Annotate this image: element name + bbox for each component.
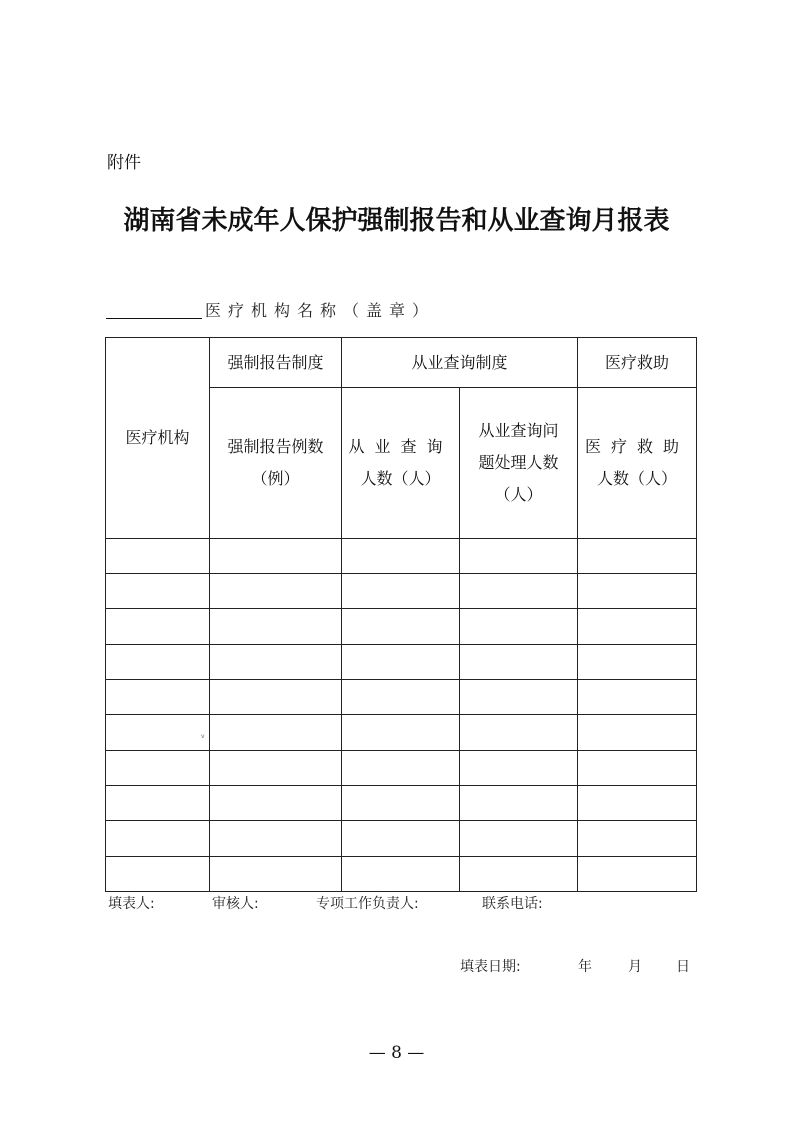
table-cell[interactable] xyxy=(210,538,342,573)
header-mandatory-report: 强制报告制度 xyxy=(210,338,342,388)
page-title: 湖南省未成年人保护强制报告和从业查询月报表 xyxy=(123,206,670,236)
org-name-label: 医疗机构名称（盖章） xyxy=(205,301,436,320)
table-cell[interactable] xyxy=(210,750,342,785)
table-cell[interactable] xyxy=(578,574,697,609)
filler-label: 填表人: xyxy=(108,896,155,912)
table-cell[interactable] xyxy=(460,644,578,679)
subheader-aid-count xyxy=(578,388,697,538)
table-cell[interactable] xyxy=(460,680,578,715)
table-cell[interactable] xyxy=(578,680,697,715)
table-cell[interactable] xyxy=(106,750,210,785)
table-cell[interactable] xyxy=(578,785,697,820)
table-row xyxy=(106,538,697,573)
table-cell[interactable] xyxy=(106,856,210,891)
table-cell[interactable] xyxy=(460,715,578,750)
table-cell[interactable] xyxy=(342,680,460,715)
table-cell[interactable] xyxy=(342,821,460,856)
table-row xyxy=(106,644,697,679)
page-number: — 8 — xyxy=(368,1043,425,1063)
subheader-mandatory-line2: （例） xyxy=(251,469,300,489)
table-cell[interactable] xyxy=(578,644,697,679)
org-name-blank-line xyxy=(106,318,202,319)
table-cell[interactable] xyxy=(106,821,210,856)
header-employment-query: 从业查询制度 xyxy=(342,338,578,388)
table-cell[interactable] xyxy=(342,609,460,644)
reviewer-label: 审核人: xyxy=(212,896,259,912)
table-cell[interactable] xyxy=(460,785,578,820)
table-cell[interactable] xyxy=(460,538,578,573)
table-cell[interactable] xyxy=(106,538,210,573)
report-table xyxy=(105,337,697,892)
header-row-groups xyxy=(106,338,697,388)
table-cell[interactable] xyxy=(578,609,697,644)
table-cell[interactable] xyxy=(460,856,578,891)
table-cell[interactable] xyxy=(210,856,342,891)
table-cell[interactable] xyxy=(342,785,460,820)
table-cell[interactable] xyxy=(210,644,342,679)
table-row xyxy=(106,715,697,750)
table-cell[interactable] xyxy=(460,574,578,609)
date-month: 月 xyxy=(628,959,642,975)
table-row xyxy=(106,856,697,891)
header-institution: 医疗机构 xyxy=(106,338,210,539)
table-cell[interactable] xyxy=(342,856,460,891)
table-row xyxy=(106,680,697,715)
table-cell[interactable] xyxy=(210,785,342,820)
table-cell[interactable] xyxy=(210,680,342,715)
table-row xyxy=(106,821,697,856)
table-cell[interactable] xyxy=(460,821,578,856)
table-cell[interactable] xyxy=(106,680,210,715)
table-cell[interactable] xyxy=(342,715,460,750)
attachment-label: 附件 xyxy=(107,153,141,173)
table-cell[interactable] xyxy=(578,856,697,891)
table-cell[interactable] xyxy=(106,785,210,820)
date-year: 年 xyxy=(578,959,592,975)
subheader-issue-line1: 从业查询问 xyxy=(478,421,559,441)
subheader-aid-line2: 人数（人） xyxy=(597,469,678,489)
fill-date-label: 填表日期: xyxy=(460,959,521,975)
table-cell[interactable] xyxy=(210,574,342,609)
table-cell[interactable] xyxy=(460,750,578,785)
subheader-mandatory-line1: 强制报告例数 xyxy=(227,437,324,457)
phone-label: 联系电话: xyxy=(482,896,543,912)
table-cell[interactable] xyxy=(578,821,697,856)
responsible-person-label: 专项工作负责人: xyxy=(316,896,419,912)
table-cell[interactable] xyxy=(342,750,460,785)
subheader-issue-line2: 题处理人数 xyxy=(478,453,559,473)
subheader-issue-count xyxy=(460,388,578,538)
subheader-query-line1: 从业查询 xyxy=(348,437,453,457)
table-cell[interactable] xyxy=(342,538,460,573)
subheader-aid-line1: 医疗救助 xyxy=(585,437,690,457)
table-row xyxy=(106,750,697,785)
table-cell[interactable] xyxy=(578,538,697,573)
date-day: 日 xyxy=(676,959,690,975)
table-cell[interactable] xyxy=(106,644,210,679)
table-row xyxy=(106,574,697,609)
table-cell[interactable] xyxy=(210,715,342,750)
subheader-issue-line3: （人） xyxy=(494,485,543,505)
table-cell[interactable] xyxy=(342,644,460,679)
table-row xyxy=(106,785,697,820)
header-medical-aid: 医疗救助 xyxy=(578,338,697,388)
subheader-query-count xyxy=(342,388,460,538)
subheader-query-line2: 人数（人） xyxy=(360,469,441,489)
table-cell[interactable] xyxy=(106,715,210,750)
table-cell[interactable] xyxy=(460,609,578,644)
table-cell[interactable] xyxy=(342,574,460,609)
table-cell[interactable] xyxy=(106,609,210,644)
table-cell[interactable] xyxy=(210,821,342,856)
table-cell[interactable] xyxy=(578,750,697,785)
subheader-mandatory-count xyxy=(210,388,342,538)
table-cell[interactable] xyxy=(210,609,342,644)
table-row xyxy=(106,609,697,644)
table-cell[interactable] xyxy=(578,715,697,750)
table-cell[interactable] xyxy=(106,574,210,609)
stray-mark: v xyxy=(201,733,205,740)
